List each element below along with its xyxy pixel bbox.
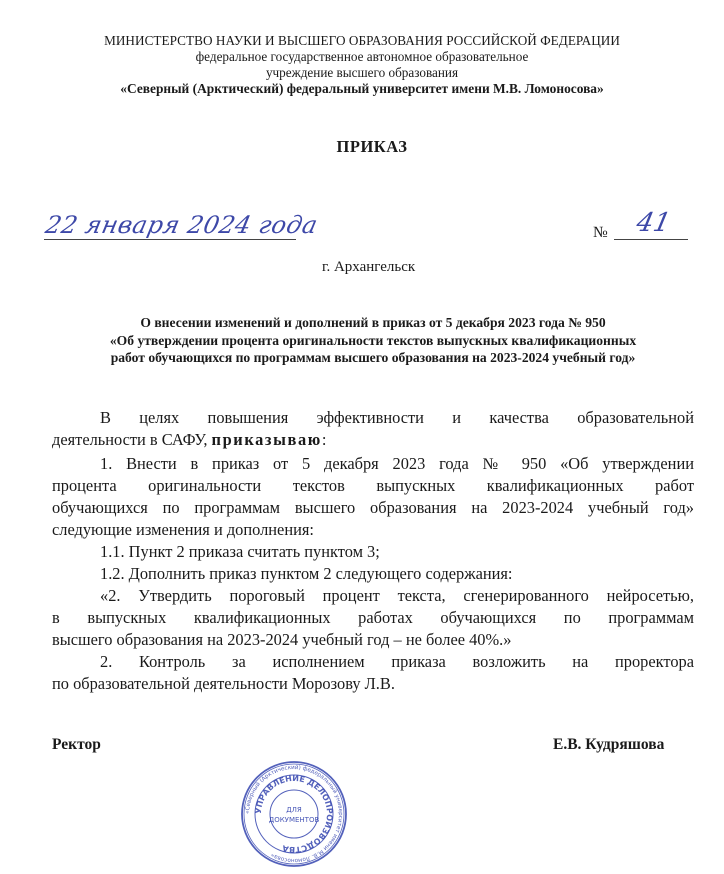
item1-line-3: обучающихся по программам высшего образования на 2023-2024 учебный год» — [52, 498, 694, 517]
item2-line-2: по образовательной деятельности Морозову Л.В. — [52, 674, 395, 693]
number-underline — [614, 239, 688, 240]
intro-colon: : — [321, 430, 327, 449]
header-institution-type-2: учреждение высшего образования — [265, 65, 459, 80]
item1-line-1: 1. Внести в приказ от 5 декабря 2023 года № 950 «Об утверждении — [100, 454, 694, 473]
header-ministry: МИНИСТЕРСТВО НАУКИ И ВЫСШЕГО ОБРАЗОВАНИЯ РОССИЙСКОЙ ФЕДЕРАЦИИ — [104, 33, 620, 48]
item1-line-2: процента оригинальности текстов выпускных квалификационных работ — [52, 476, 694, 495]
header-institution-type-1: федеральное государственное автономное образовательное — [195, 49, 529, 64]
header-university: «Северный (Арктический) федеральный университет имени М.В. Ломоносова» — [120, 81, 604, 96]
quote-line-1: «2. Утвердить пороговый процент текста, сгенерированного нейросетью, — [100, 586, 694, 605]
signature-name: Е.В. Кудряшова — [553, 736, 665, 753]
order-subject — [40, 314, 706, 367]
quote-line-3: высшего образования на 2023-2024 учебный год – не более 40%.» — [52, 630, 512, 649]
date-underline — [44, 239, 296, 240]
organization-stamp — [240, 760, 348, 868]
subject-line: работ обучающихся по программам высшего образования на 2023-2024 учебный год» — [110, 350, 636, 365]
signature-role: Ректор — [52, 736, 101, 753]
document-title: ПРИКАЗ — [336, 137, 408, 156]
item-1-1: 1.1. Пункт 2 приказа считать пунктом 3; — [100, 542, 380, 561]
intro-text: деятельности в САФУ, — [52, 430, 208, 449]
item2-line-1: 2. Контроль за исполнением приказа возложить на проректора — [100, 652, 694, 671]
quote-line-2: в выпускных квалификационных работах обучающихся по программам — [52, 608, 694, 627]
handwritten-number: 41 — [633, 208, 674, 238]
item-1-2: 1.2. Дополнить приказ пунктом 2 следующего содержания: — [100, 564, 513, 583]
subject-line: «Об утверждении процента оригинальности текстов выпускных квалификационных — [109, 332, 637, 348]
stamp-center-1: ДЛЯ — [286, 806, 302, 814]
number-label: № — [593, 224, 608, 241]
stamp-outer-text: «Северный (Арктический) федеральный университет имени М.В. Ломоносова» — [244, 764, 344, 864]
city: г. Архангельск — [322, 259, 416, 275]
handwritten-date: 22 января 2024 года — [43, 211, 321, 239]
stamp-ring-text: УПРАВЛЕНИЕ ДЕЛОПРОИЗВОДСТВА — [253, 773, 335, 855]
intro-line-1: В целях повышения эффективности и качества образовательной — [100, 408, 694, 427]
order-keyword: приказываю — [211, 430, 322, 449]
stamp-center-2: ДОКУМЕНТОВ — [268, 816, 320, 824]
intro-line-2 — [52, 429, 694, 451]
item1-line-4: следующие изменения и дополнения: — [52, 520, 314, 539]
subject-line: О внесении изменений и дополнений в приказ от 5 декабря 2023 года № 950 — [140, 315, 606, 330]
